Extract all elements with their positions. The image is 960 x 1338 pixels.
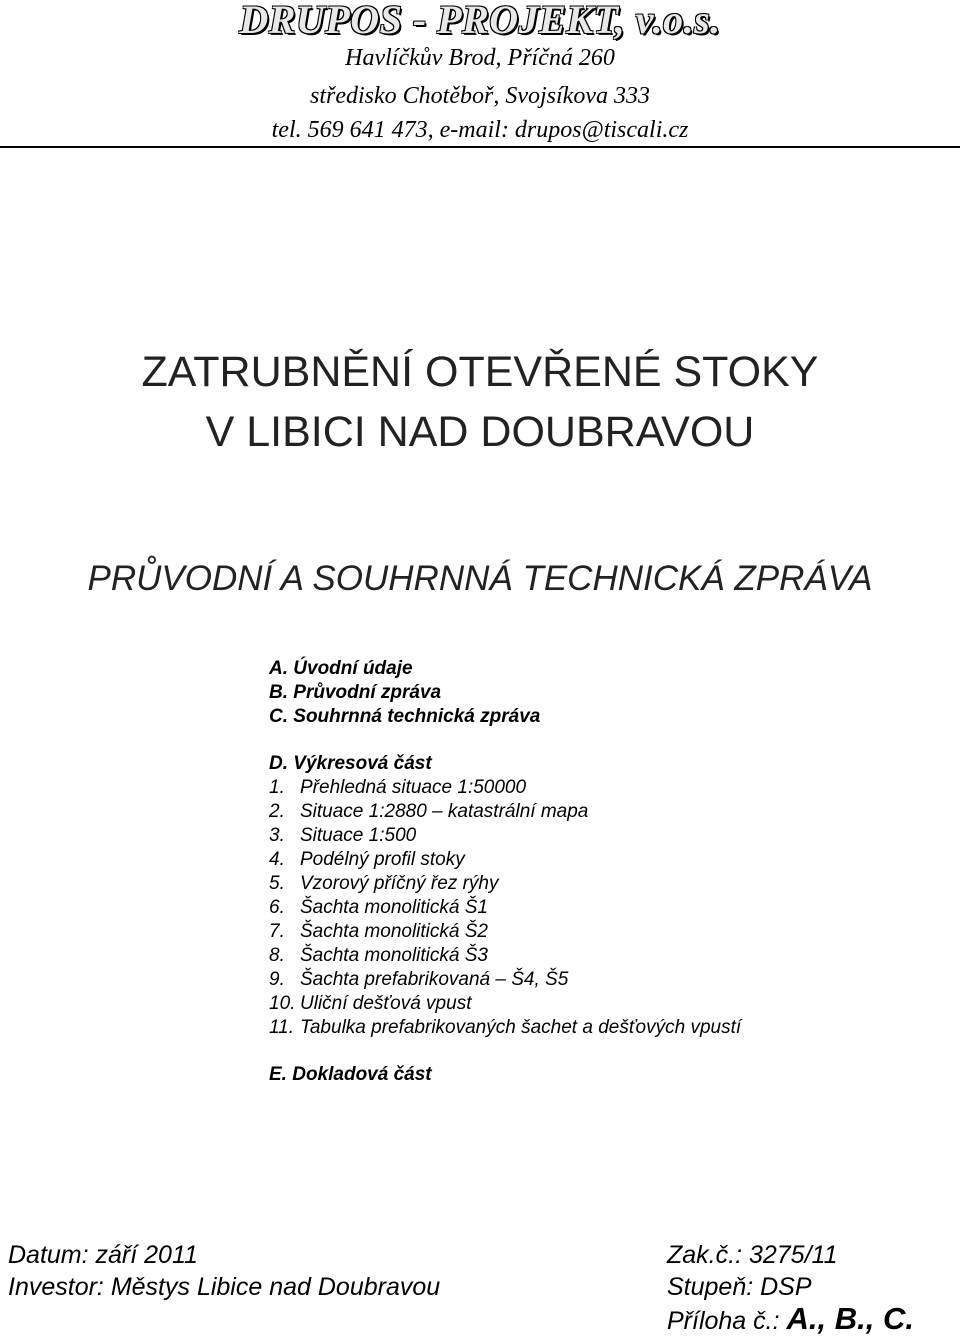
drawing-item: 7. Šachta monolitická Š2 [269,921,488,942]
section-d: D. Výkresová část [269,753,432,774]
drawing-item: 3. Situace 1:500 [269,825,417,846]
drawing-item: 8. Šachta monolitická Š3 [269,945,488,966]
project-title-line1: ZATRUBNĚNÍ OTEVŘENÉ STOKY [141,348,819,396]
section-a: A. Úvodní údaje [269,658,413,679]
order-number-field: Zak.č.: 3275/11 [667,1241,838,1269]
project-title-line2: V LIBICI NAD DOUBRAVOU [205,408,755,456]
section-b: B. Průvodní zpráva [269,682,442,703]
drawing-item: 10. Uliční dešťová vpust [269,993,472,1014]
drawing-item: 5. Vzorový příčný řez rýhy [269,873,499,894]
drawing-item: 2. Situace 1:2880 – katastrální mapa [269,801,589,822]
section-e: E. Dokladová část [269,1064,432,1085]
attachment-field [667,1301,914,1336]
company-name: DRUPOS - PROJEKT, v.o.s. [239,0,721,42]
date-field: Datum: září 2011 [8,1241,198,1269]
company-branch: středisko Chotěboř, Svojsíkova 333 [310,83,650,109]
header-divider [0,146,960,148]
stage-field: Stupeň: DSP [667,1273,812,1301]
drawing-item: 4. Podélný profil stoky [269,849,465,870]
drawing-item: 1. Přehledná situace 1:50000 [269,777,527,798]
drawing-item: 6. Šachta monolitická Š1 [269,897,488,918]
attachment-label: Příloha č.: [667,1307,780,1335]
company-contact: tel. 569 641 473, e-mail: drupos@tiscali.cz [271,117,689,143]
drawing-item: 9. Šachta prefabrikovaná – Š4, Š5 [269,969,569,990]
document-subtitle: PRŮVODNÍ A SOUHRNNÁ TECHNICKÁ ZPRÁVA [87,559,873,598]
attachment-value: A., B., C. [786,1301,914,1336]
investor-field: Investor: Městys Libice nad Doubravou [8,1273,441,1301]
company-address: Havlíčkův Brod, Příčná 260 [345,45,615,71]
drawing-item: 11. Tabulka prefabrikovaných šachet a dešťových vpustí [269,1017,742,1038]
section-c: C. Souhrnná technická zpráva [269,706,541,727]
